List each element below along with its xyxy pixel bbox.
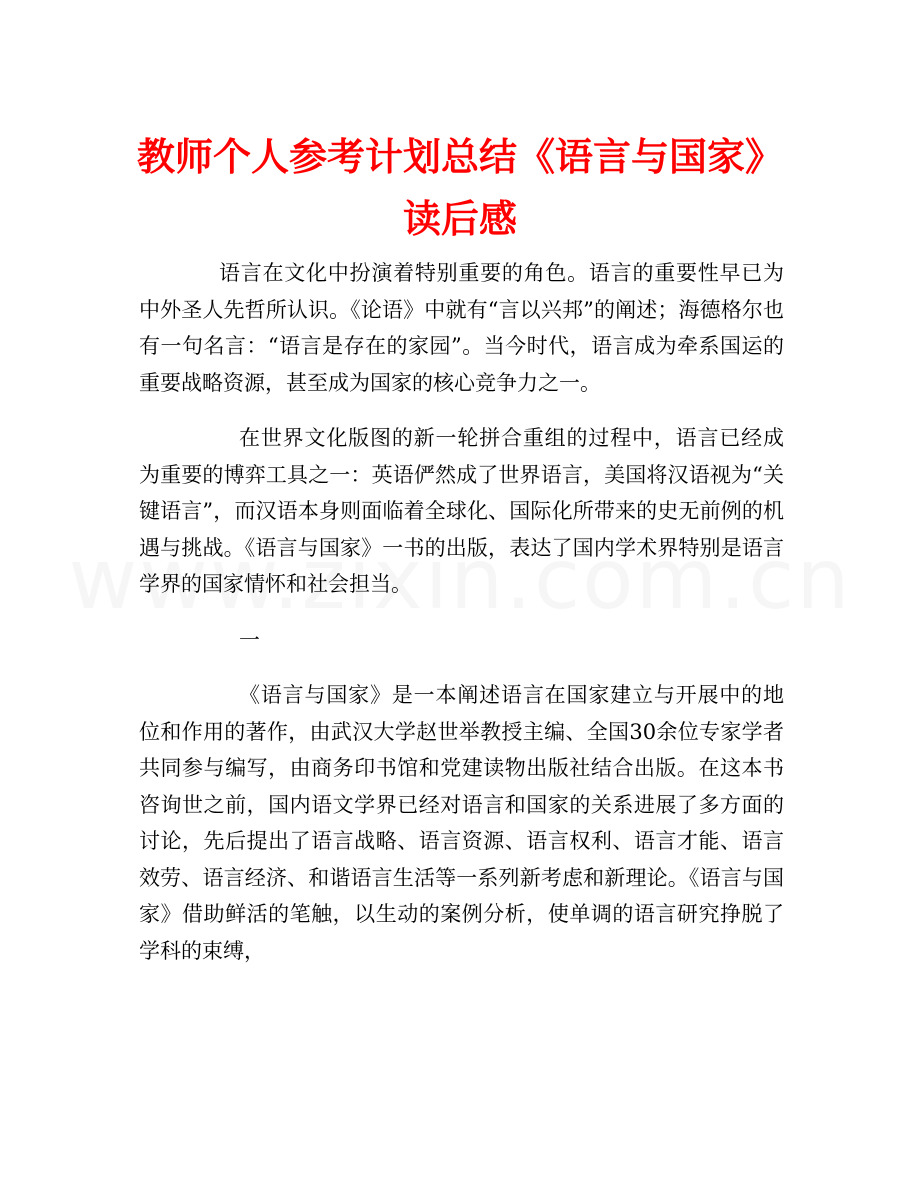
document-body	[139, 255, 784, 969]
paragraph-intro: 语言在文化中扮演着特别重要的角色。语言的重要性早已为中外圣人先哲所认识。《论语》中就有“言以兴邦”的阐述；海德格尔也有一句名言：“语言是存在的家园”。当今时代，语言成为牵系国运的重要战略资源，甚至成为国家的核心竞争力之一。	[139, 261, 784, 395]
paragraph-context: 在世界文化版图的新一轮拼合重组的过程中，语言已经成为重要的博弈工具之一：英语俨然成了世界语言，美国将汉语视为“关键语言”，而汉语本身则面临着全球化、国际化所带来的史无前例的机遇与挑战。《语言与国家》一书的出版，表达了国内学术界特别是语言学界的国家情怀和社会担当。	[139, 426, 784, 596]
section-number: 一	[239, 627, 260, 652]
document-title: 教师个人参考计划总结《语言与国家》读后感	[136, 135, 783, 241]
paragraph-book-intro: 《语言与国家》是一本阐述语言在国家建立与开展中的地位和作用的著作，由武汉大学赵世举教授主编、全国30余位专家学者共同参与编写，由商务印书馆和党建读物出版社结合出版。在这本书咨询世之前，国内语文学界已经对语言和国家的关系进展了多方面的讨论，先后提出了语言战略、语言资源、语言权利、语言才能、语言效劳、语言经济、和谐语言生活等一系列新考虑和新理论。《语言与国家》借助鲜活的笔触，以生动的案例分析，使单调的语言研究挣脱了学科的束缚，	[139, 683, 784, 963]
